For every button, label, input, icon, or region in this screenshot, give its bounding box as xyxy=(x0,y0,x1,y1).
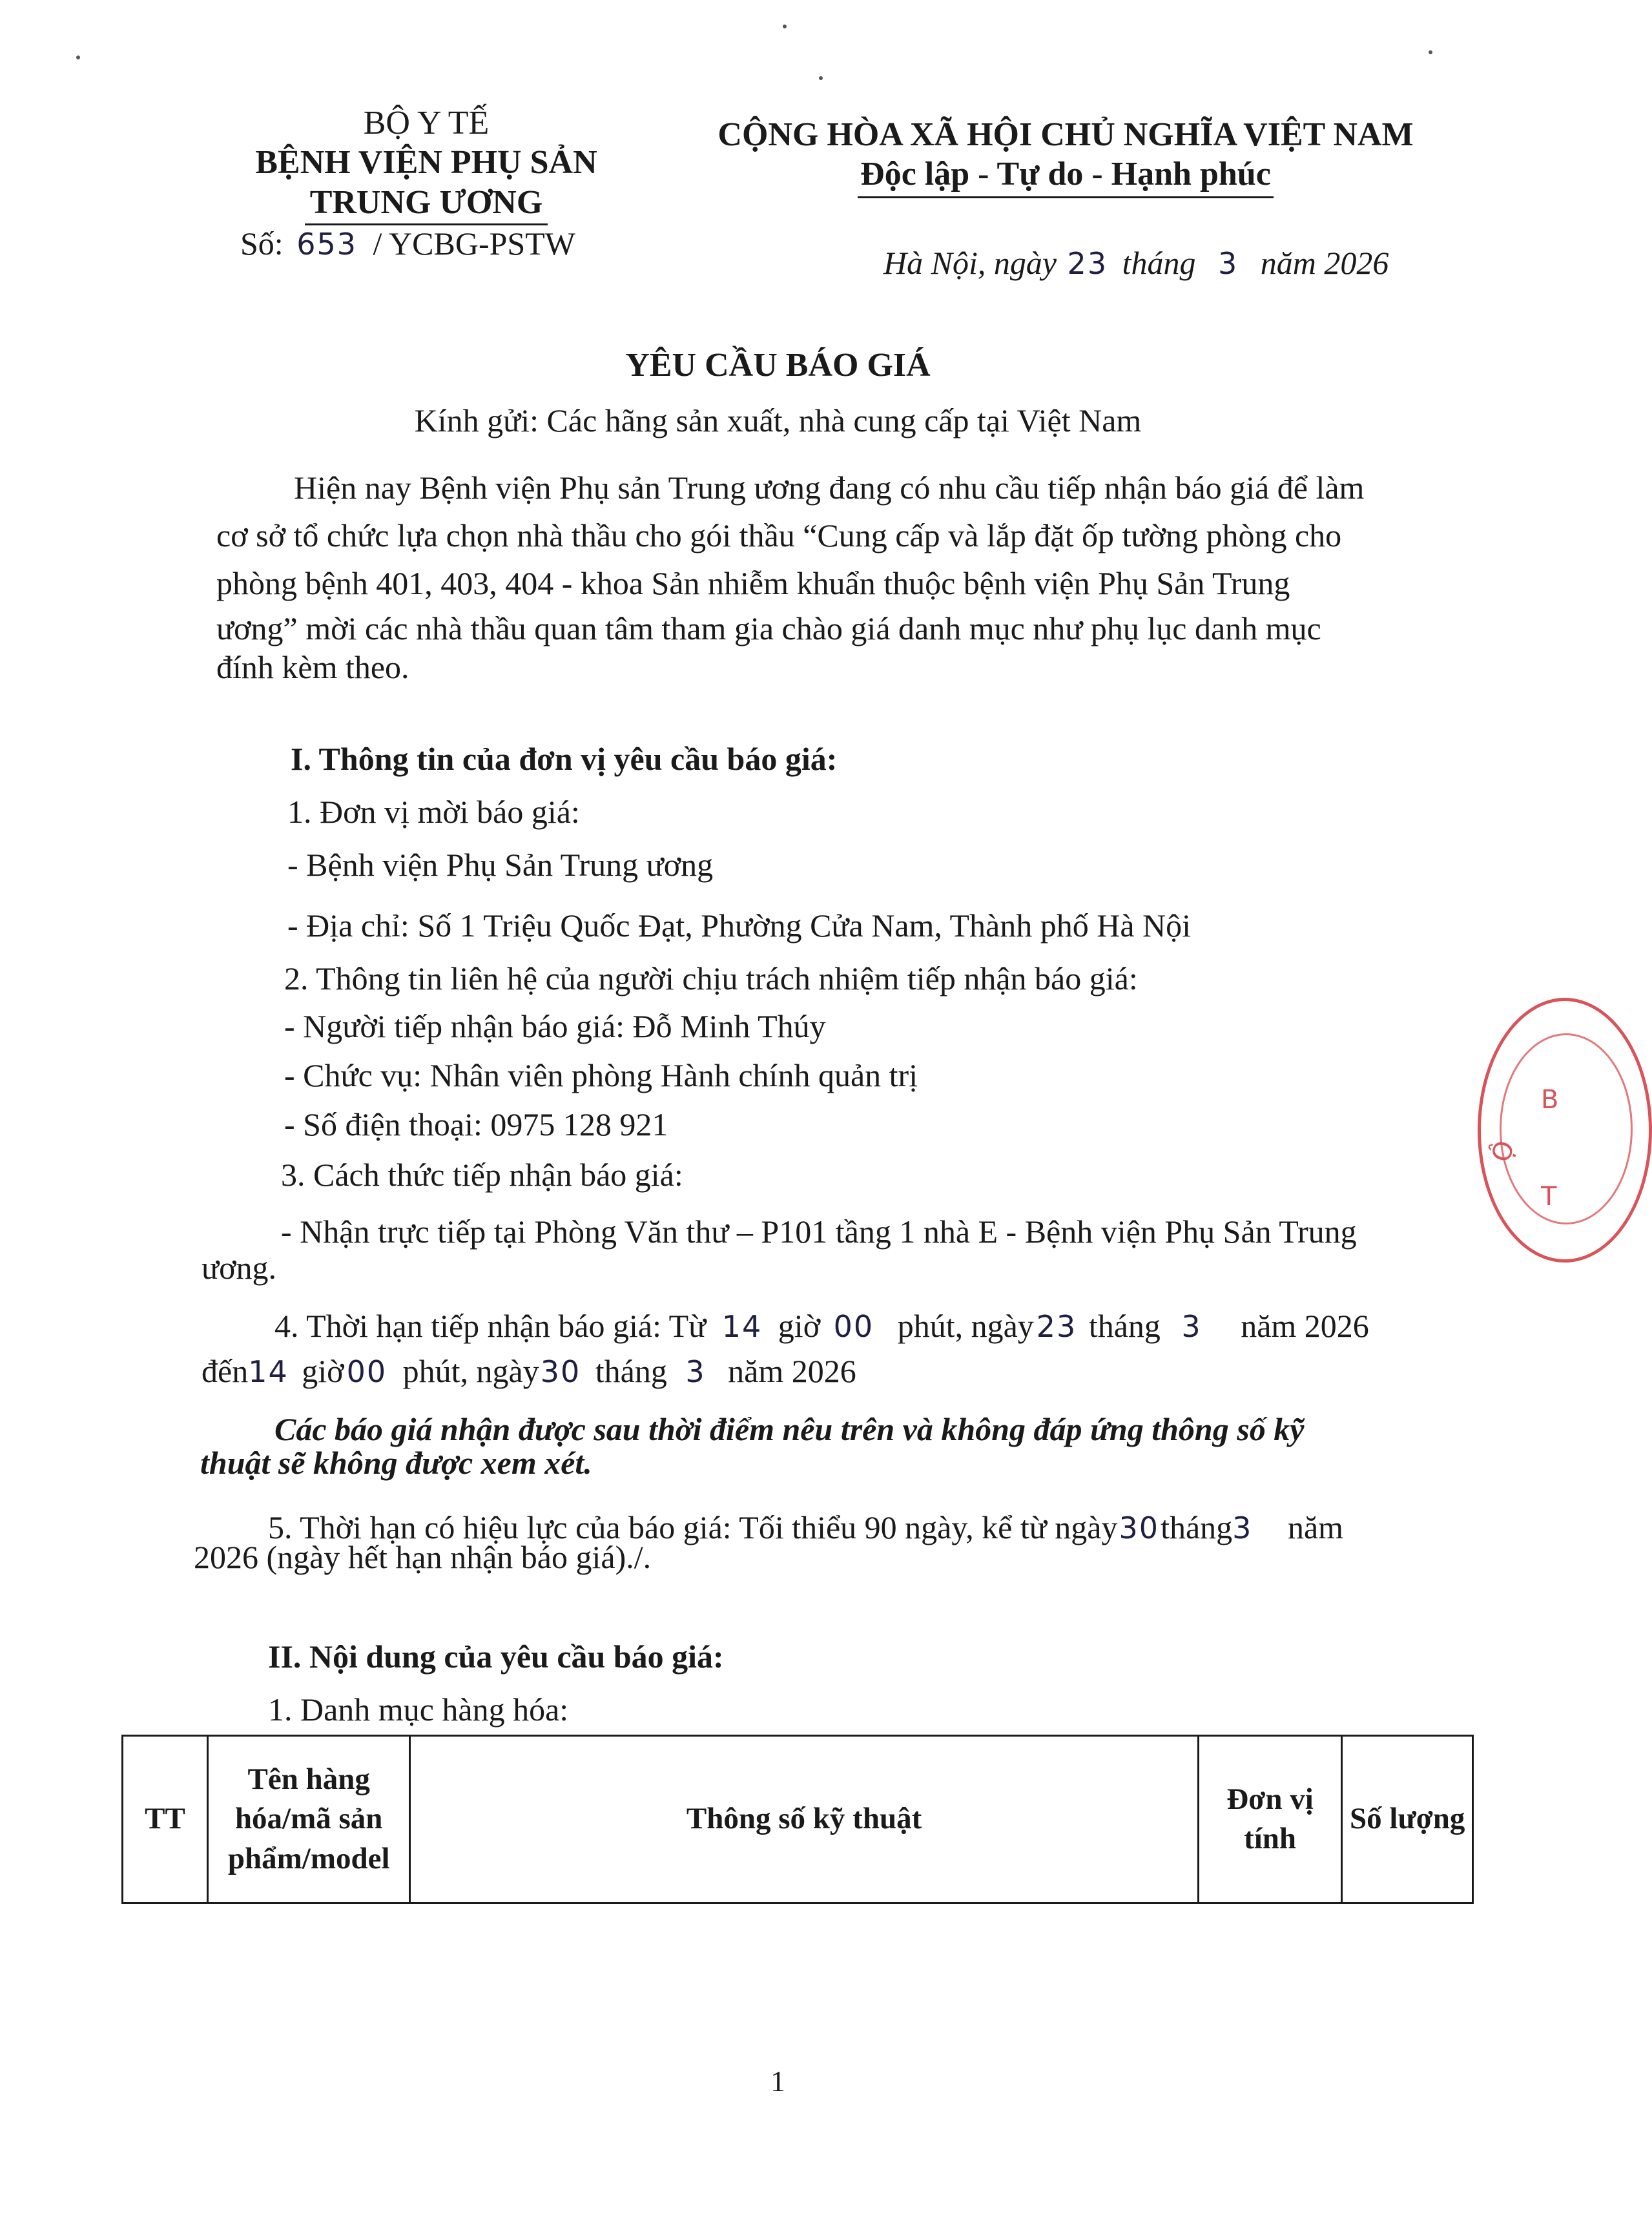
list-item: 1. Danh mục hàng hóa: xyxy=(268,1691,569,1728)
so-label: Số: xyxy=(240,225,284,262)
section-heading: II. Nội dung của yêu cầu báo giá: xyxy=(268,1638,724,1675)
date-year: năm 2026 xyxy=(1260,245,1389,281)
recipient-line: Kính gửi: Các hãng sản xuất, nhà cung cấp tại Việt Nam xyxy=(414,402,1142,439)
list-item: - Chức vụ: Nhân viên phòng Hành chính quản trị xyxy=(284,1057,918,1093)
date-day-handwritten: 23 xyxy=(1067,246,1108,281)
text: phút, ngày xyxy=(402,1353,539,1389)
text: giờ xyxy=(302,1353,344,1389)
list-item: - Số điện thoại: 0975 128 921 xyxy=(284,1106,668,1142)
official-stamp-ring xyxy=(1500,1033,1633,1224)
list-item: - Người tiếp nhận báo giá: Đỗ Minh Thúy xyxy=(284,1008,826,1044)
list-item: 1. Đơn vị mời báo giá: xyxy=(287,794,580,830)
country-name: CỘNG HÒA XÃ HỘI CHỦ NGHĨA VIỆT NAM xyxy=(718,116,1414,153)
date-prefix: Hà Nội, ngày xyxy=(883,245,1057,281)
intro-line: phòng bệnh 401, 403, 404 - khoa Sản nhiễm khuẩn thuộc bệnh viện Phụ Sản Trung xyxy=(216,565,1290,601)
stamp-letter: T xyxy=(1541,1182,1557,1212)
hour-handwritten: 14 xyxy=(248,1354,289,1389)
intro-line: đính kèm theo. xyxy=(216,649,409,685)
goods-table xyxy=(121,1735,1474,1904)
page-number: 1 xyxy=(770,2065,785,2098)
text: năm 2026 xyxy=(728,1353,856,1389)
list-item: - Địa chỉ: Số 1 Triệu Quốc Đạt, Phường Cửa Nam, Thành phố Hà Nội xyxy=(287,907,1192,944)
section-heading: I. Thông tin của đơn vị yêu cầu báo giá: xyxy=(291,741,838,777)
so-suffix: / YCBG-PSTW xyxy=(373,225,575,262)
text: năm 2026 xyxy=(1241,1308,1369,1344)
hospital-name-line2: TRUNG ƯƠNG xyxy=(305,183,548,225)
list-item: - Nhận trực tiếp tại Phòng Văn thư – P101 tầng 1 nhà E - Bệnh viện Phụ Sản Trung xyxy=(281,1213,1357,1250)
text: phút, ngày xyxy=(897,1308,1034,1344)
motto: Độc lập - Tự do - Hạnh phúc xyxy=(858,154,1274,198)
table-header-row xyxy=(123,1736,1473,1903)
day-handwritten: 30 xyxy=(540,1354,581,1389)
hospital-name: BỆNH VIỆN PHỤ SẢN xyxy=(255,144,597,181)
text: tháng xyxy=(1088,1308,1161,1344)
column-header-quantity: Số lượng xyxy=(1342,1736,1473,1903)
scan-speck xyxy=(1429,50,1432,54)
column-header-unit: Đơn vị tính xyxy=(1198,1736,1342,1903)
reception-period-line1 xyxy=(274,1307,1369,1345)
day-handwritten: 23 xyxy=(1036,1309,1077,1344)
validity-period-line2: 2026 (ngày hết hạn nhận báo giá)./. xyxy=(194,1539,652,1575)
document-number xyxy=(240,225,575,262)
reception-period-line2 xyxy=(201,1352,856,1390)
month-handwritten: 3 xyxy=(1181,1309,1202,1344)
warning-text: Các báo giá nhận được sau thời điểm nêu trên và không đáp ứng thông số kỹ xyxy=(274,1411,1305,1447)
list-item: - Bệnh viện Phụ Sản Trung ương xyxy=(287,847,714,883)
intro-line: ương” mời các nhà thầu quan tâm tham gia chào giá danh mục như phụ lục danh mục xyxy=(216,610,1321,646)
issuer-block xyxy=(220,103,633,225)
ministry-name: BỘ Y TẾ xyxy=(363,105,490,141)
date-month-handwritten: 3 xyxy=(1218,246,1239,281)
column-header-tt: TT xyxy=(123,1736,208,1903)
text: 5. Thời hạn có hiệu lực của báo giá: Tối thiểu 90 ngày, kể từ ngày xyxy=(268,1509,1118,1545)
scan-speck xyxy=(819,76,823,80)
list-item: 2. Thông tin liên hệ của người chịu trách nhiệm tiếp nhận báo giá: xyxy=(284,960,1138,996)
intro-line: Hiện nay Bệnh viện Phụ sản Trung ương đang có nhu cầu tiếp nhận báo giá để làm xyxy=(294,470,1365,506)
so-number-handwritten: 653 xyxy=(296,227,358,262)
text: đến xyxy=(201,1353,249,1389)
text: tháng xyxy=(1161,1509,1233,1545)
text: năm xyxy=(1287,1509,1344,1545)
national-header xyxy=(704,115,1427,198)
stamp-letter: Ộ xyxy=(1485,1137,1521,1166)
scan-speck xyxy=(783,25,787,28)
list-item: ương. xyxy=(201,1250,277,1286)
date-line xyxy=(883,244,1389,282)
minute-handwritten: 00 xyxy=(346,1354,387,1389)
text: 4. Thời hạn tiếp nhận báo giá: Từ xyxy=(274,1308,707,1344)
hour-handwritten: 14 xyxy=(721,1309,763,1344)
intro-line: cơ sở tổ chức lựa chọn nhà thầu cho gói thầu “Cung cấp và lắp đặt ốp tường phòng cho xyxy=(216,517,1342,553)
column-header-name: Tên hàng hóa/mã sản phẩm/model xyxy=(208,1736,410,1903)
warning-text: thuật sẽ không được xem xét. xyxy=(200,1445,592,1481)
month-handwritten: 3 xyxy=(685,1354,706,1389)
date-month-label: tháng xyxy=(1122,245,1196,281)
stamp-letter: B xyxy=(1541,1085,1559,1115)
column-header-specs: Thông số kỹ thuật xyxy=(410,1736,1198,1903)
text: tháng xyxy=(595,1353,667,1389)
text: giờ xyxy=(778,1308,821,1344)
document-title: YÊU CẦU BÁO GIÁ xyxy=(625,347,931,384)
month-handwritten: 3 xyxy=(1232,1511,1253,1545)
list-item: 3. Cách thức tiếp nhận báo giá: xyxy=(281,1157,683,1193)
day-handwritten: 30 xyxy=(1119,1511,1160,1545)
scan-speck xyxy=(76,56,80,59)
minute-handwritten: 00 xyxy=(833,1309,874,1344)
